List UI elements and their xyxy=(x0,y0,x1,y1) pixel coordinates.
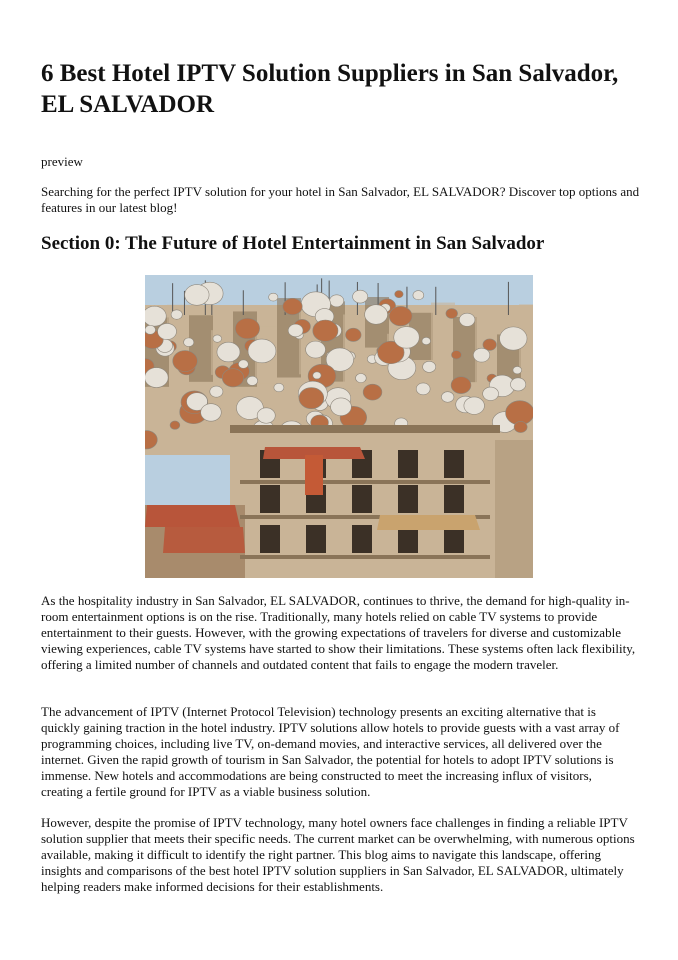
satellite-dish xyxy=(145,306,166,326)
satellite-dish xyxy=(441,392,453,403)
satellite-dish xyxy=(306,341,326,358)
satellite-dish xyxy=(257,408,275,423)
satellite-dish xyxy=(222,369,243,387)
body-paragraph-2: The advancement of IPTV (Internet Protocol Television) technology presents an exciting alternative that is quickly gaining traction in the hotel industry. IPTV solutions allow hotels to provide guests with a vast array of programming choices, including live TV, on-demand movies, and interactive services, all delivered over the internet. Given the rapid growth of tourism in San Salvador, the potential for hotels to adopt IPTV solutions is immense. New hotels and accommodations are being constructed to meet the increasing influx of visitors, creating a fertile ground for IPTV as a viable business solution. xyxy=(41,704,620,799)
satellite-dish xyxy=(365,305,388,325)
satellite-dish xyxy=(185,285,209,306)
rooftop-satellite-dishes-photo xyxy=(145,275,533,578)
satellite-dish xyxy=(389,306,412,325)
satellite-dish xyxy=(513,366,522,373)
satellite-dish xyxy=(330,295,344,307)
satellite-dish xyxy=(356,374,367,383)
satellite-dish xyxy=(353,290,368,303)
satellite-dish xyxy=(173,351,198,372)
satellite-dish xyxy=(473,348,489,362)
satellite-dish xyxy=(235,318,259,339)
satellite-dish xyxy=(363,384,382,400)
satellite-dish xyxy=(394,327,420,349)
satellite-dish xyxy=(288,324,303,337)
section-heading: Section 0: The Future of Hotel Entertainment in San Salvador xyxy=(41,233,545,254)
satellite-dish xyxy=(274,383,284,392)
satellite-dish xyxy=(201,404,222,422)
satellite-dish xyxy=(248,339,276,363)
satellite-dish xyxy=(413,291,424,300)
satellite-dish xyxy=(217,342,240,362)
satellite-dish xyxy=(345,328,361,341)
satellite-dish xyxy=(170,421,180,429)
body-paragraph-3: However, despite the promise of IPTV technology, many hotel owners face challenges in finding a reliable IPTV solution supplier that meets their specific needs. The current market can be overwhelming, with numerous options available, making it difficult to identify the right partner. This blog aims to navigate this landscape, offering insights and comparisons of the best hotel IPTV solution suppliers in San Salvador, EL SALVADOR, ultimately helping readers make informed decisions for their establishments. xyxy=(41,815,635,894)
satellite-dish xyxy=(514,421,527,432)
intro-paragraph: Searching for the perfect IPTV solution for your hotel in San Salvador, EL SALVADOR? Discover top options and features in our latest blog! xyxy=(41,184,640,215)
satellite-dish xyxy=(313,320,338,341)
satellite-dish xyxy=(238,360,248,369)
satellite-dish xyxy=(171,310,182,320)
preview-label: preview xyxy=(41,154,83,169)
satellite-dish xyxy=(331,398,352,416)
satellite-dish xyxy=(451,351,461,359)
article-title: 6 Best Hotel IPTV Solution Suppliers in San Salvador, EL SALVADOR xyxy=(41,60,619,118)
satellite-dish xyxy=(510,378,525,391)
satellite-dish xyxy=(500,327,527,350)
satellite-dish xyxy=(423,361,436,372)
satellite-dish xyxy=(213,335,222,342)
satellite-dish xyxy=(422,337,431,344)
satellite-dish xyxy=(416,383,430,395)
satellite-dish xyxy=(145,368,168,388)
satellite-dish xyxy=(313,372,321,379)
satellite-dish xyxy=(483,387,499,400)
satellite-dish xyxy=(451,377,471,394)
satellite-dish xyxy=(459,313,475,326)
satellite-dish xyxy=(283,298,302,315)
satellite-dish xyxy=(158,323,177,339)
satellite-dish xyxy=(395,291,403,298)
satellite-dish xyxy=(247,376,258,385)
satellite-dish xyxy=(210,386,223,397)
satellite-dish xyxy=(446,309,458,319)
satellite-dish xyxy=(184,338,194,347)
satellite-dish xyxy=(464,397,485,414)
satellite-dish xyxy=(506,401,533,425)
satellite-dish xyxy=(269,293,278,301)
body-paragraph-1: As the hospitality industry in San Salvador, EL SALVADOR, continues to thrive, the demand for high-quality in-room entertainment options is on the rise. Traditionally, many hotels relied on cable TV systems to provide entertainment to their guests. However, with the growing expectations of travelers for diverse and customizable viewing experiences, cable TV systems have started to show their limitations. These systems often lack flexibility, offering a limited number of channels and outdated content that fails to engage the modern traveler. xyxy=(41,593,636,672)
satellite-dish xyxy=(299,388,324,409)
satellite-dish xyxy=(145,325,156,334)
